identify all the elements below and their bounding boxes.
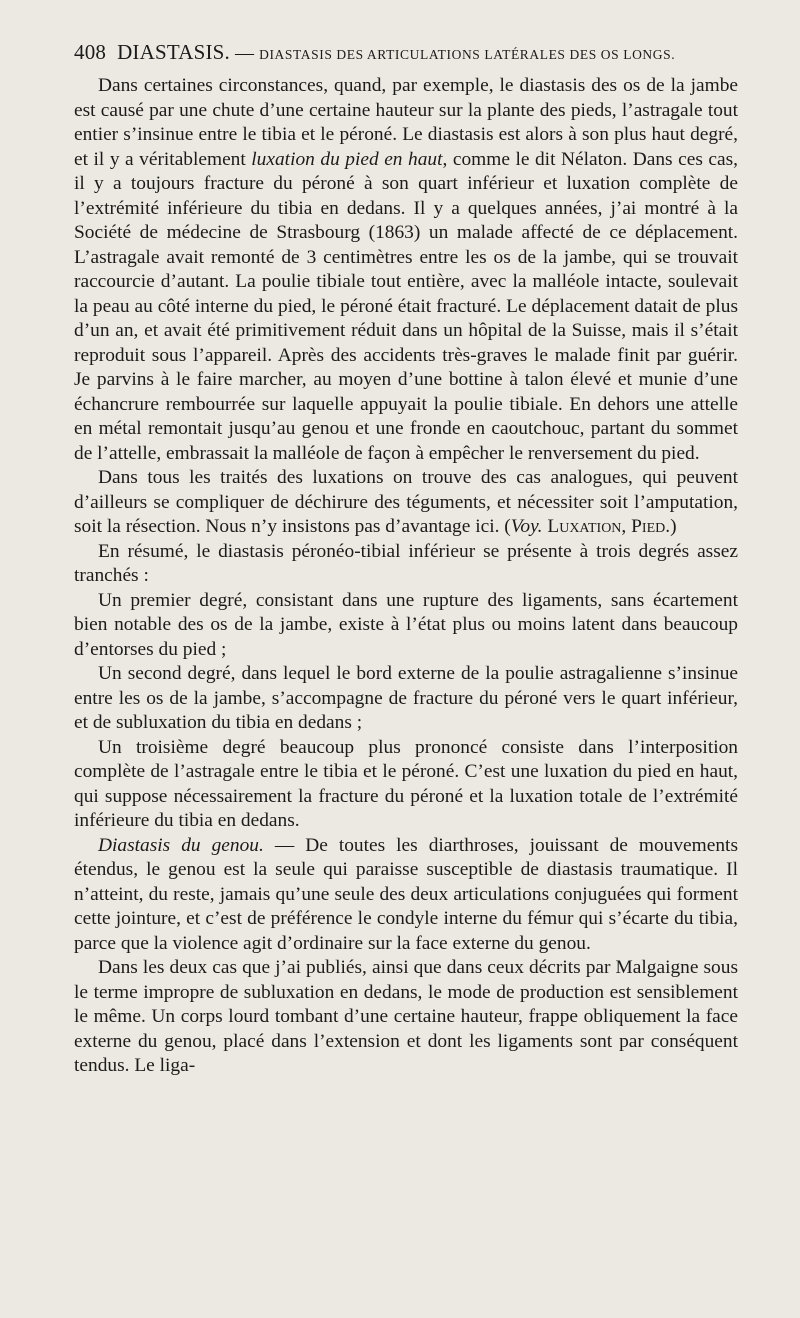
body-text — [74, 74, 738, 1079]
italic-term: luxation du pied en haut — [251, 148, 443, 170]
header-dash: — — [234, 43, 255, 64]
section-heading-italic: Diastasis du genou. — [98, 834, 264, 856]
paragraph-premier-degre — [74, 589, 738, 663]
paragraph-second-degre — [74, 662, 738, 736]
running-header — [74, 40, 742, 65]
italic-voy: Voy. — [510, 516, 543, 537]
page-number: 408 — [74, 40, 107, 64]
text-run: Dans les deux cas que j’ai publiés, ainsi que dans ceux décrits par Malgaigne sous le terme impropre de subluxation en dedans, le mode de production est sensiblement le même. Un corps lourd tombant d’une certaine hauteur, frappe obliquement la face externe du genou, placé dans l’extension et dont les ligaments sont par conséquent tendus. Le liga- — [74, 957, 738, 1076]
paragraph-resume — [74, 540, 738, 589]
cross-reference: Luxation, Pied. — [542, 516, 671, 537]
section-title: DIASTASIS DES ARTICULATIONS LATÉRALES DES OS LONGS. — [259, 47, 676, 62]
text-run: En résumé, le diastasis péronéo-tibial inférieur se présente à trois degrés assez tranchés : — [74, 540, 738, 586]
paragraph-deux-cas — [74, 956, 738, 1079]
text-run: , comme le dit Nélaton. Dans ces cas, il y a toujours fracture du péroné à son quart inférieur et luxation complète de l’extrémité inférieure du tibia en dedans. Il y a quelques années, j’ai montré à la Société de médecine de Strasbourg (1863) un malade affecté de ce déplacement. L’astragale avait remonté de 3 centimètres entre les os de la jambe, qui se trouvait raccourcie d’autant. La poulie tibiale tout entière, avec la malléole intacte, soulevait la peau au côté interne du pied, le péroné était fracturé. Le déplacement datait de plus d’un an, et avait été primitivement réduit dans un hôpital de la Suisse, mais il s’était reproduit sous l’appareil. Après des accidents très-graves le malade finit par guérir. Je parvins à le faire marcher, au moyen d’une bottine à talon élevé et munie d’une échancrure rembourrée sur laquelle appuyait la poulie tibiale. En dehors une attelle en métal remontait jusqu’au genou et une fronde en caoutchouc, partant du sommet de l’attelle, embrassait la malléole de façon à empêcher le renversement du pied. — [74, 148, 738, 464]
paragraph-luxation-pied — [74, 74, 738, 466]
text-run: Un second degré, dans lequel le bord externe de la poulie astragalienne s’insinue entre les os de la jambe, s’accompagne de fracture du péroné vers le quart inférieur, et de subluxation du tibia en dedans ; — [74, 663, 738, 733]
text-run: Dans certaines circonstances, quand, par exemple, le diastasis des os de la jambe est causé par une chute d’une certaine hauteur sur la plante des pieds, l’astragale tout entier s’insinue entre le tibia et le péroné. Le diastasis est alors à son plus haut degré, et il y a véritablement — [74, 75, 738, 170]
text-run: ) — [670, 516, 677, 537]
paragraph-diastasis-genou — [74, 834, 738, 957]
text-run: Dans tous les traités des luxations on trouve des cas analogues, qui peuvent d’ailleurs se compliquer de déchirure des téguments, et nécessiter soit l’amputation, soit la résection. Nous n’y insistons pas d’avantage ici. ( — [74, 467, 738, 537]
text-run: Un troisième degré beaucoup plus prononcé consiste dans l’interposition complète de l’astragale entre le tibia et le péroné. C’est une luxation du pied en haut, qui suppose nécessairement la fracture du péroné et la luxation totale de l’extrémité inférieure du tibia en dedans. — [74, 736, 738, 831]
text-run: Un premier degré, consistant dans une rupture des ligaments, sans écartement bien notable des os de la jambe, existe à l’état plus ou moins latent dans beaucoup d’entorses du pied ; — [74, 589, 738, 660]
paragraph-traites — [74, 466, 738, 540]
running-title: DIASTASIS. — [117, 40, 230, 64]
paragraph-troisieme-degre — [74, 736, 738, 834]
text-run: — De toutes les diarthroses, jouissant de mouvements étendus, le genou est la seule qui paraisse susceptible de diastasis traumatique. Il n’atteint, du reste, jamais qu’une seule des deux articulations conjuguées qui forment cette jointure, et c’est de préférence le condyle interne du fémur qui s’écarte du tibia, parce que la violence agit d’ordinaire sur la face externe du genou. — [74, 834, 738, 954]
